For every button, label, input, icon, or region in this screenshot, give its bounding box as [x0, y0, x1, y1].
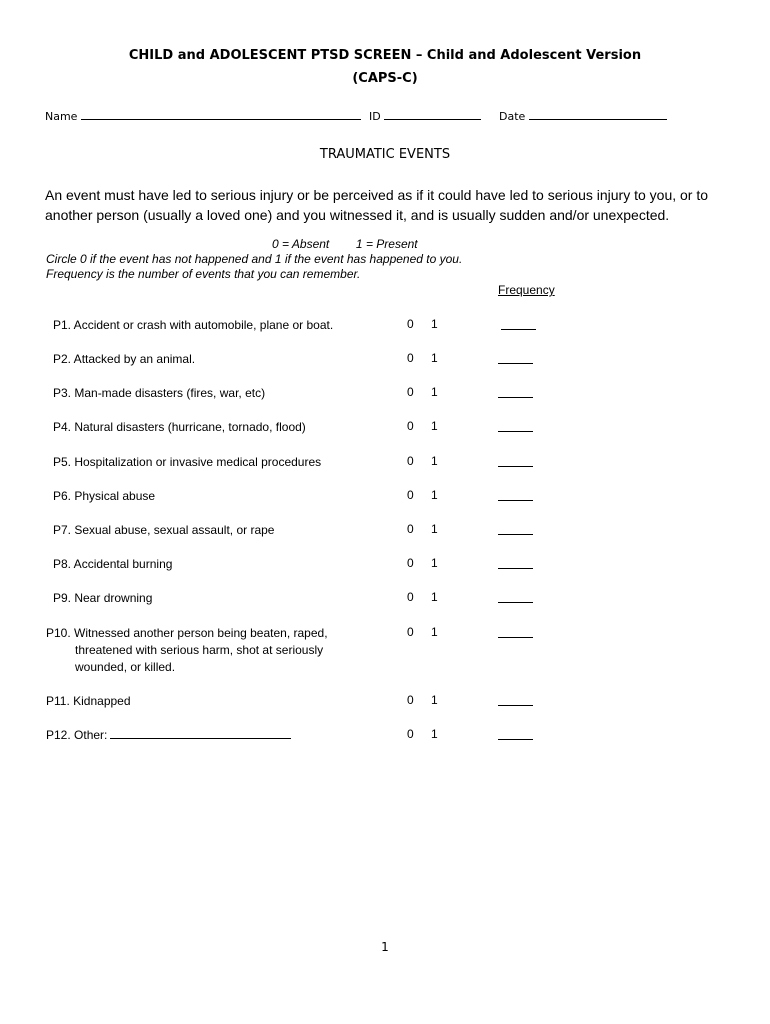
date-label: Date: [499, 110, 526, 123]
item-label: P4. Natural disasters (hurricane, tornado, flood): [53, 420, 306, 434]
item-label: P2. Attacked by an animal.: [53, 352, 196, 366]
list-item: [0, 522, 770, 540]
date-line[interactable]: [529, 109, 667, 120]
instruction-circle: Circle 0 if the event has not happened and 1 if the event has happened to you.: [46, 252, 463, 266]
item-label: P6. Physical abuse: [53, 489, 156, 503]
list-item: [0, 556, 770, 574]
list-item: [0, 625, 770, 677]
item-label-other: [46, 727, 291, 744]
option-absent[interactable]: 0: [407, 727, 414, 741]
frequency-blank[interactable]: [498, 739, 533, 740]
id-field[interactable]: [369, 109, 481, 123]
option-absent[interactable]: 0: [407, 454, 414, 468]
frequency-blank[interactable]: [498, 705, 533, 706]
item-label: P5. Hospitalization or invasive medical procedures: [53, 455, 322, 469]
frequency-blank[interactable]: [498, 637, 533, 638]
list-item: [0, 351, 770, 369]
item-label: P1. Accident or crash with automobile, plane or boat.: [53, 318, 334, 332]
option-present[interactable]: 1: [431, 556, 438, 570]
frequency-blank[interactable]: [498, 363, 533, 364]
frequency-blank[interactable]: [501, 329, 536, 330]
option-present[interactable]: 1: [431, 625, 438, 639]
frequency-header: Frequency: [498, 283, 555, 297]
frequency-blank[interactable]: [498, 568, 533, 569]
option-present[interactable]: 1: [431, 522, 438, 536]
option-present[interactable]: 1: [431, 693, 438, 707]
item-label: P8. Accidental burning: [53, 557, 173, 571]
section-title: TRAUMATIC EVENTS: [319, 147, 451, 162]
option-absent[interactable]: 0: [407, 522, 414, 536]
option-present[interactable]: 1: [431, 727, 438, 741]
frequency-blank[interactable]: [498, 500, 533, 501]
list-item: [0, 693, 770, 711]
frequency-blank[interactable]: [498, 602, 533, 603]
option-present[interactable]: 1: [431, 454, 438, 468]
list-item: [0, 419, 770, 437]
item-label: P10. Witnessed another person being beaten, raped,: [46, 626, 328, 640]
list-item: [0, 454, 770, 472]
item-label-line3: wounded, or killed.: [75, 660, 176, 674]
option-absent[interactable]: 0: [407, 556, 414, 570]
list-item: [0, 488, 770, 506]
option-absent[interactable]: 0: [407, 351, 414, 365]
intro-paragraph: An event must have led to serious injury or be perceived as if it could have led to serious injury to you, or to another person (usually a loved one) and you witnessed it, and is usually sudden and/or unexpected.: [45, 187, 709, 223]
document-subtitle: (CAPS-C): [352, 71, 418, 86]
option-present[interactable]: 1: [431, 488, 438, 502]
page-number: 1: [381, 940, 389, 954]
frequency-blank[interactable]: [498, 431, 533, 432]
option-absent[interactable]: 0: [407, 385, 414, 399]
option-absent[interactable]: 0: [407, 590, 414, 604]
instruction-frequency: Frequency is the number of events that you can remember.: [46, 267, 361, 281]
option-absent[interactable]: 0: [407, 317, 414, 331]
item-label: P12. Other:: [46, 728, 108, 742]
name-label: Name: [45, 110, 78, 123]
option-present[interactable]: 1: [431, 317, 438, 331]
other-specify-line[interactable]: [110, 727, 291, 739]
list-item: [0, 385, 770, 403]
list-item: [0, 590, 770, 608]
option-present[interactable]: 1: [431, 351, 438, 365]
option-present[interactable]: 1: [431, 385, 438, 399]
item-label: P9. Near drowning: [53, 591, 153, 605]
id-label: ID: [369, 110, 381, 123]
option-absent[interactable]: 0: [407, 419, 414, 433]
name-field[interactable]: [45, 109, 361, 123]
frequency-blank[interactable]: [498, 397, 533, 398]
id-line[interactable]: [384, 109, 481, 120]
item-label-line2: threatened with serious harm, shot at seriously: [75, 643, 324, 657]
option-absent[interactable]: 0: [407, 693, 414, 707]
list-item: [0, 727, 770, 745]
option-present[interactable]: 1: [431, 419, 438, 433]
answer-legend: 0 = Absent 1 = Present: [272, 237, 418, 251]
item-label: P3. Man-made disasters (fires, war, etc): [53, 386, 266, 400]
option-absent[interactable]: 0: [407, 625, 414, 639]
document-title: CHILD and ADOLESCENT PTSD SCREEN – Child and Adolescent Version: [128, 48, 642, 63]
option-present[interactable]: 1: [431, 590, 438, 604]
frequency-blank[interactable]: [498, 466, 533, 467]
date-field[interactable]: [499, 109, 667, 123]
name-line[interactable]: [81, 109, 361, 120]
item-label: P11. Kidnapped: [46, 694, 131, 708]
option-absent[interactable]: 0: [407, 488, 414, 502]
list-item: [0, 317, 770, 335]
frequency-blank[interactable]: [498, 534, 533, 535]
item-label: P7. Sexual abuse, sexual assault, or rape: [53, 523, 275, 537]
